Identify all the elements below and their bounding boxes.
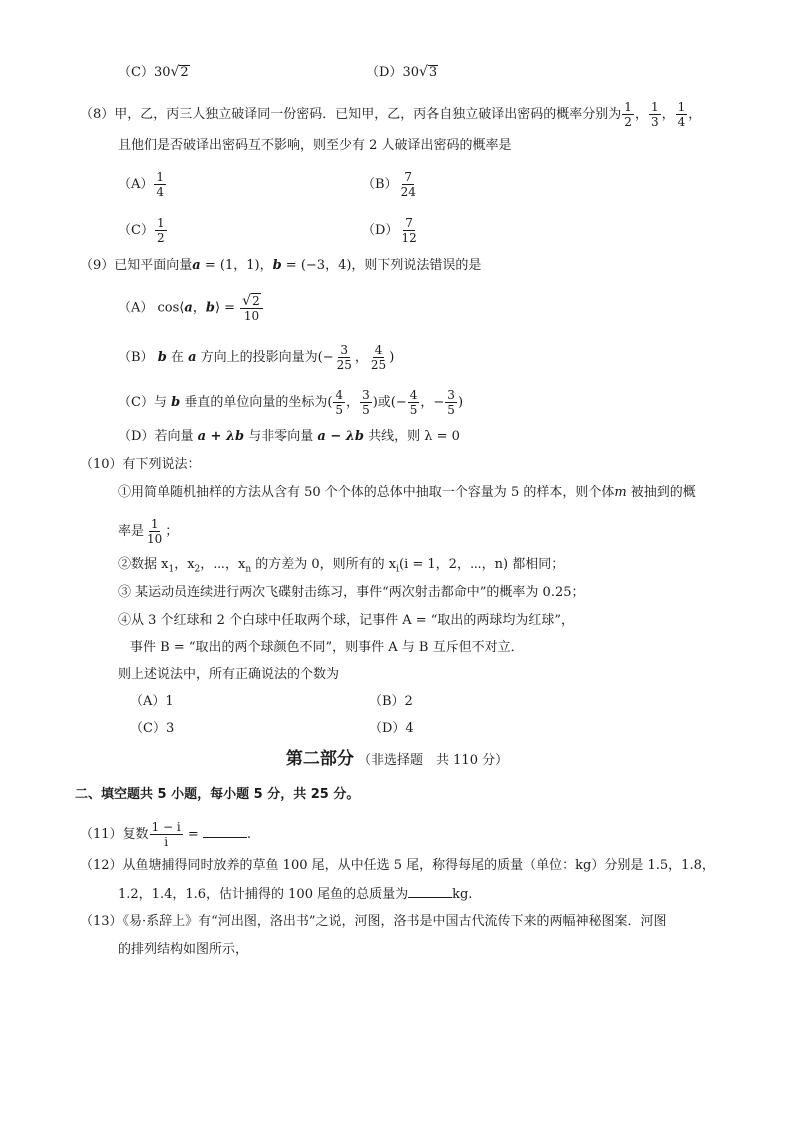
numerator: 4 [374, 343, 383, 357]
fraction [399, 216, 418, 245]
denominator: 5 [447, 403, 455, 417]
section-2-heading: 二、填空题共 5 小题，每小题 5 分，共 25 分。 [75, 787, 360, 802]
text: ②数据 x [118, 557, 169, 572]
numerator: 7 [405, 216, 413, 230]
q10-statement-1-cont [118, 517, 178, 546]
vector-b-value: = (−3，4) [281, 258, 352, 273]
text: (i = 1，2，⋯，n) 都相同； [399, 557, 565, 572]
text: = [183, 827, 203, 842]
text: 复数 [122, 827, 149, 842]
denominator: 25 [336, 358, 352, 372]
fraction [369, 343, 388, 372]
denominator: 5 [362, 403, 370, 417]
q8-option-c [118, 216, 168, 245]
q10-option-a: （A）1 [130, 694, 174, 709]
vector-b: b [171, 395, 181, 410]
numerator: 1 − i [151, 820, 181, 834]
numerator: 7 [404, 170, 413, 184]
fraction [150, 820, 183, 849]
text: 率是 [118, 524, 145, 539]
fraction [649, 100, 661, 129]
numerator: 3 [340, 343, 349, 357]
numerator: 1 [677, 100, 686, 114]
vector-b: b [272, 258, 282, 273]
q7-option-c [118, 63, 190, 82]
text: 被抽到的概 [626, 485, 696, 500]
text: 在 [166, 350, 189, 365]
option-label: （C） [118, 395, 154, 410]
text: 从鱼塘捕得同时放养的草鱼 100 尾，从中任选 5 尾，称得每尾的质量（单位：kg）分别是 1.5，1.8， [122, 858, 715, 873]
q9-option-a [118, 293, 264, 323]
fraction [240, 293, 263, 323]
q10-option-c: （C）3 [130, 721, 175, 736]
fraction [676, 100, 688, 129]
radicand: 3 [428, 65, 438, 80]
vector-b: b [205, 300, 215, 316]
text: ①用简单随机抽样的方法从含有 50 个个体的总体中抽取一个容量为 5 的样本，则个体 [118, 485, 615, 500]
part2-heading [0, 750, 794, 770]
text: 的方差为 0，则所有的 x [251, 557, 397, 572]
question-number: （11） [80, 827, 123, 842]
denominator: 2 [624, 115, 632, 129]
stem-text: 有下列说法： [122, 457, 201, 472]
radical-sign: √ [418, 64, 428, 80]
question-number: （9） [80, 258, 115, 273]
fraction [154, 170, 166, 199]
q10-statement-4-cont: 事件 B = “取出的两个球颜色不同”，则事件 A 与 B 互斥但不对立． [130, 640, 524, 655]
denominator: 2 [156, 231, 165, 245]
cos-text: cos⟨ [157, 300, 185, 316]
q8-stem-cont: 且他们是否破译出密码互不影响，则至少有 2 人破译出密码的概率是 [118, 138, 512, 153]
text: . [246, 827, 252, 842]
numerator: 4 [335, 388, 344, 402]
radicand: 2 [180, 65, 189, 80]
q11 [80, 820, 251, 849]
denominator: 24 [400, 185, 416, 199]
numerator [240, 293, 263, 309]
q8-stem: （8）甲，乙，丙三人独立破译同一份密码．已知甲，乙，丙各自独立破译出密码的概率分别为 $\frac{1}{2}$ ， $\frac{1}{3}$ ， $\frac{1}{4}$ ， [80, 100, 702, 129]
vector-a-value: = (1，1)， [200, 258, 273, 273]
option-label: （C） [118, 65, 154, 80]
q8-option-d [362, 216, 420, 245]
stem-text: ，则下列说法错误的是 [351, 258, 482, 273]
question-number: （8） [80, 107, 115, 122]
q8-option-b [362, 170, 419, 199]
denominator: i [164, 835, 169, 849]
expr-a-minus-lb: a − λb [317, 429, 364, 444]
text: 1.2，1.4，1.6，估计捕得的 100 尾鱼的总质量为 [118, 887, 409, 902]
text: kg. [452, 887, 473, 902]
coefficient: 30 [153, 65, 171, 80]
numerator: 1 [150, 517, 159, 531]
fraction [408, 388, 420, 417]
q9-stem [80, 257, 481, 275]
fraction [445, 388, 457, 417]
q10-option-b: （B）2 [369, 694, 413, 709]
option-label: （D） [362, 223, 399, 238]
q12-cont [118, 885, 472, 904]
numerator: 1 [624, 100, 632, 114]
fraction [360, 388, 372, 417]
fraction [145, 517, 164, 546]
q10-stem [80, 456, 201, 474]
q7-option-d [366, 63, 438, 82]
denominator: 5 [335, 403, 344, 417]
comma: ， [192, 300, 206, 316]
expr-a-plus-lb: a + λb [197, 429, 245, 444]
radical-sign: √ [170, 64, 180, 80]
subscript: 1 [168, 564, 175, 575]
denominator: 3 [650, 115, 659, 129]
q10-tail: 则上述说法中，所有正确说法的个数为 [118, 667, 340, 682]
vector-a: a [188, 350, 197, 365]
question-number: （12） [80, 858, 123, 873]
fraction [399, 170, 418, 199]
numerator: 3 [362, 388, 370, 402]
part-subtitle: （非选择题 共 110 分） [358, 753, 509, 768]
q13-cont: 的排列结构如图所示， [118, 942, 249, 957]
numerator: 1 [156, 170, 165, 184]
variable-m: m [614, 485, 627, 500]
option-label: （A） [118, 177, 154, 192]
part-title: 第二部分 [285, 749, 354, 769]
q10-option-d: （D）4 [369, 721, 414, 736]
vector-a: a [184, 300, 193, 316]
subscript: n [245, 564, 252, 575]
q8-option-a [118, 170, 167, 199]
numerator: 3 [447, 388, 455, 402]
option-label: （C） [118, 223, 154, 238]
numerator: 4 [409, 388, 418, 402]
numerator: 1 [650, 100, 659, 114]
text: 《易·系辞上》有“河出图，洛出书”之说，河图，洛书是中国古代流传下来的两幅神秘图案．河图 [122, 914, 667, 929]
numerator: 1 [156, 216, 165, 230]
coefficient: 30 [402, 65, 419, 80]
question-number: （10） [80, 457, 123, 472]
text: 垂直的单位向量的坐标为( [180, 395, 333, 410]
fraction [333, 388, 345, 417]
text: 方向上的投影向量为(− [196, 350, 334, 365]
q10-statement-3: ③ 某运动员连续进行两次飞碟射击练习，事件“两次射击都命中”的概率为 0.25； [118, 585, 585, 600]
denominator: 10 [243, 309, 260, 323]
q9-option-c: （C）与 b 垂直的单位向量的坐标为( $\frac{4}{5}$ ， $\frac{3}{5}$ )或(− $\frac{4}{5}$ ，− $\frac{3}{5}$ ) [118, 388, 464, 417]
radical-sign: √ [242, 293, 252, 309]
option-label: （A） [118, 300, 154, 316]
q9-option-d [118, 428, 460, 446]
text: ，⋯，x [200, 557, 246, 572]
vector-b: b [157, 350, 167, 365]
vector-a: a [192, 258, 201, 273]
option-label: （D） [118, 429, 155, 444]
q13 [80, 913, 666, 931]
q10-statement-2 [118, 556, 564, 579]
answer-blank[interactable] [203, 825, 247, 838]
fraction [155, 216, 167, 245]
answer-blank[interactable] [408, 885, 452, 898]
fraction [335, 343, 354, 372]
q10-statement-4: ④从 3 个红球和 2 个白球中任取两个球，记事件 A = “取出的两球均为红球”， [118, 613, 575, 628]
text: )或(− [372, 395, 407, 410]
stem-text: 甲，乙，丙三人独立破译同一份密码．已知甲，乙，丙各自独立破译出密码的概率分别为 [114, 107, 622, 122]
text: 若向量 [154, 429, 198, 444]
denominator: 10 [147, 532, 163, 546]
cos-close: ⟩ = [214, 300, 240, 316]
text: 与非零向量 [244, 429, 318, 444]
option-label: （B） [362, 177, 398, 192]
q9-option-b: （B） b 在 a 方向上的投影向量为(− $\frac{3}{25}$ ， $\frac{4}{25}$ ) [118, 343, 395, 372]
fraction [622, 100, 634, 129]
denominator: 5 [409, 403, 418, 417]
subscript: i [396, 564, 400, 575]
radicand: 2 [252, 294, 260, 308]
option-label: （D） [366, 65, 403, 80]
q12 [80, 857, 715, 875]
question-number: （13） [80, 914, 123, 929]
stem-text: 已知平面向量 [114, 258, 193, 273]
subscript: 2 [194, 564, 201, 575]
text: 共线，则 λ = 0 [364, 429, 460, 444]
text: 与 [153, 395, 172, 410]
denominator: 4 [677, 115, 686, 129]
denominator: 4 [156, 185, 165, 199]
q10-statement-1 [118, 484, 696, 502]
text: ，x [174, 557, 195, 572]
text: ； [165, 524, 179, 539]
option-label: （B） [118, 350, 154, 365]
denominator: 12 [401, 231, 417, 245]
denominator: 25 [370, 358, 387, 372]
